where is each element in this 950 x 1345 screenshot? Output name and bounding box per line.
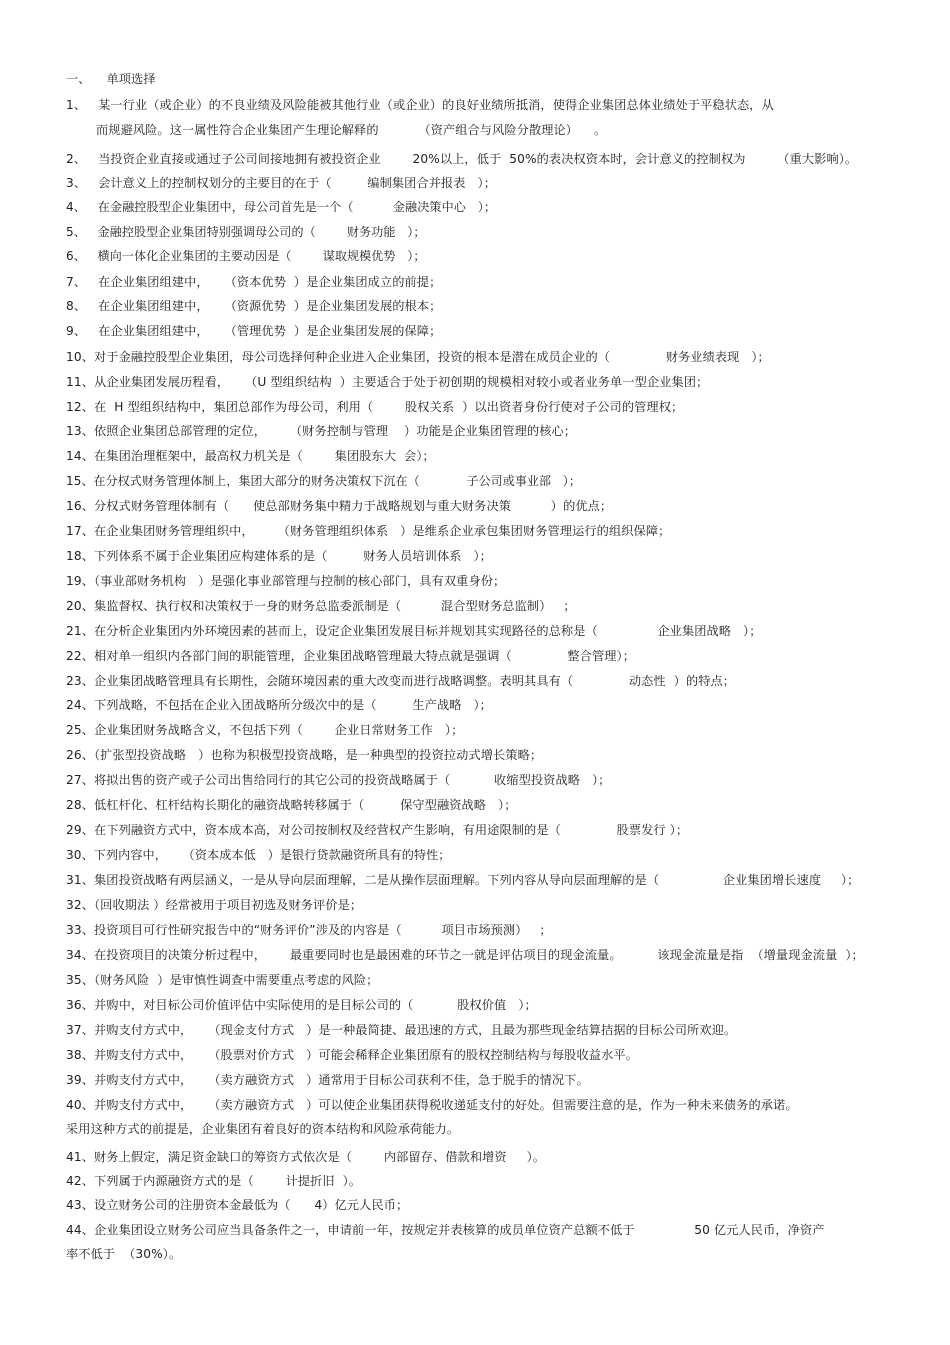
question-line: 采用这种方式的前提是，企业集团有着良好的资本结构和风险承荷能力。	[66, 1122, 460, 1136]
question-line: 25、企业集团财务战略含义，不包括下列（ 企业日常财务工作 ）；	[66, 723, 464, 737]
question-line: 19、（事业部财务机构 ）是强化事业部管理与控制的核心部门，具有双重身份；	[66, 574, 506, 588]
question-line: 27、将拟出售的资产或子公司出售给同行的其它公司的投资战略属于（ 收缩型投资战略 ）；	[66, 773, 611, 787]
question-line: 21、在分析企业集团内外环境因素的甚而上，设定企业集团发展目标并规划其实现路径的总称是（ 企业集团战略 ）；	[66, 624, 762, 638]
question-line: 12、在 H 型组织结构中，集团总部作为母公司，利用（ 股权关系 ）以出资者身份行使对子公司的管理权；	[66, 400, 684, 414]
question-line: 30、下列内容中， （资本成本低 ）是银行贷款融资所具有的特性；	[66, 848, 451, 862]
question-line: 35、（财务风险 ）是审慎性调查中需要重点考虑的风险；	[66, 973, 379, 987]
question-line: 26、（扩张型投资战略 ）也称为积极型投资战略，是一种典型的投资拉动式增长策略；	[66, 748, 543, 762]
question-line: 3、 会计意义上的控制权划分的主要目的在于（ 编制集团合并报表 ）；	[66, 176, 496, 190]
question-line: 40、并购支付方式中， （卖方融资方式 ）可以使企业集团获得税收递延支付的好处。但需要注意的是，作为一种未来债务的承诺。	[66, 1098, 798, 1112]
question-line: 20、集监督权、执行权和决策权于一身的财务总监委派制是（ 混合型财务总监制） ；	[66, 599, 576, 613]
question-line: 38、并购支付方式中， （股票对价方式 ）可能会稀释企业集团原有的股权控制结构与每股收益水平。	[66, 1048, 638, 1062]
question-line: 14、在集团治理框架中，最高权力机关是（ 集团股东大 会）；	[66, 449, 435, 463]
question-line: 13、依照企业集团总部管理的定位， （财务控制与管理 ）功能是企业集团管理的核心；	[66, 424, 577, 438]
question-line: 6、 横向一体化企业集团的主要动因是（ 谋取规模优势 ）；	[66, 249, 426, 263]
question-line: 39、并购支付方式中， （卖方融资方式 ）通常用于目标公司获利不佳，急于脱手的情况下。	[66, 1073, 589, 1087]
question-line: 37、并购支付方式中， （现金支付方式 ）是一种最简捷、最迅速的方式，且最为那些现金结算拮据的目标公司所欢迎。	[66, 1023, 737, 1037]
question-line: 而规避风险。这一属性符合企业集团产生理论解释的 （资产组合与风险分散理论） 。	[96, 123, 607, 137]
question-line: 2、 当投资企业直接或通过子公司间接地拥有被投资企业 20%以上，低于 50%的表决权资本时，会计意义的控制权为 （重大影响）。	[66, 152, 858, 166]
section-heading: 一、 单项选择	[66, 72, 156, 86]
question-line: 16、分权式财务管理体制有（ 使总部财务集中精力于战略规划与重大财务决策 ）的优点；	[66, 499, 613, 513]
question-line: 7、 在企业集团组建中， （资本优势 ）是企业集团成立的前提；	[66, 275, 442, 289]
question-line: 18、下列体系不属于企业集团应构建体系的是（ 财务人员培训体系 ）；	[66, 549, 492, 563]
question-line: 8、 在企业集团组建中， （资源优势 ）是企业集团发展的根本；	[66, 299, 442, 313]
question-line: 31、集团投资战略有两层涵义，一是从导向层面理解，二是从操作层面理解。下列内容从导向层面理解的是（ 企业集团增长速度 ）；	[66, 873, 860, 887]
question-line: 23、企业集团战略管理具有长期性，会随环境因素的重大改变而进行战略调整。表明其具有（ 动态性 ）的特点；	[66, 674, 736, 688]
question-line: 4、 在金融控股型企业集团中，母公司首先是一个（ 金融决策中心 ）；	[66, 200, 497, 214]
question-line: 33、投资项目可行性研究报告中的“财务评价”涉及的内容是（ 项目市场预测） ；	[66, 923, 552, 937]
question-line: 11、从企业集团发展历程看， （U 型组织结构 ）主要适合于处于初创期的规模相对较小或者业务单一型企业集团；	[66, 375, 709, 389]
question-line: 42、下列属于内源融资方式的是（ 计提折旧 ）。	[66, 1174, 362, 1188]
question-line: 5、 金融控股型企业集团特别强调母公司的（ 财务功能 ）；	[66, 225, 426, 239]
question-line: 36、并购中，对目标公司价值评估中实际使用的是目标公司的（ 股权价值 ）；	[66, 998, 537, 1012]
question-line: 44、企业集团设立财务公司应当具备条件之一，申请前一年，按规定并表核算的成员单位资产总额不低于 50 亿元人民币，净资产	[66, 1223, 825, 1237]
question-line: 17、在企业集团财务管理组织中， （财务管理组织体系 ）是维系企业承包集团财务管理运行的组织保障；	[66, 524, 671, 538]
question-line: 1、 某一行业（或企业）的不良业绩及风险能被其他行业（或企业）的良好业绩所抵消，使得企业集团总体业绩处于平稳状态，从	[66, 98, 774, 112]
question-line: 9、 在企业集团组建中， （管理优势 ）是企业集团发展的保障；	[66, 324, 442, 338]
question-line: 34、在投资项目的决策分析过程中， 最重要同时也是最困难的环节之一就是评估项目的现金流量。 该现金流量是指 （增量现金流量 ）；	[66, 948, 864, 962]
question-line: 29、在下列融资方式中，资本成本高，对公司按制权及经营权产生影响，有用途限制的是（ 股票发行 ）；	[66, 823, 689, 837]
question-line: 28、低杠杆化、杠杆结构长期化的融资战略转移属于（ 保守型融资战略 ）；	[66, 798, 517, 812]
question-line: 10、对于金融控股型企业集团，母公司选择何种企业进入企业集团，投资的根本是潜在成员企业的（ 财务业绩表现 ）；	[66, 350, 770, 364]
question-line: 41、财务上假定，满足资金缺口的筹资方式依次是（ 内部留存、借款和增资 ）。	[66, 1150, 546, 1164]
question-line: 43、设立财务公司的注册资本金最低为（ 4）亿元人民币；	[66, 1198, 409, 1212]
question-line: 24、下列战略，不包括在企业入团战略所分级次中的是（ 生产战略 ）；	[66, 698, 492, 712]
question-line: 15、在分权式财务管理体制上，集团大部分的财务决策权下沉在（ 子公司或事业部 ）；	[66, 474, 581, 488]
question-line: 22、相对单一组织内各部门间的职能管理，企业集团战略管理最大特点就是强调（ 整合管理）；	[66, 649, 636, 663]
question-line: 率不低于 （30%）。	[66, 1247, 182, 1261]
question-line: 32、（回收期法 ）经常被用于项目初选及财务评价是；	[66, 898, 363, 912]
